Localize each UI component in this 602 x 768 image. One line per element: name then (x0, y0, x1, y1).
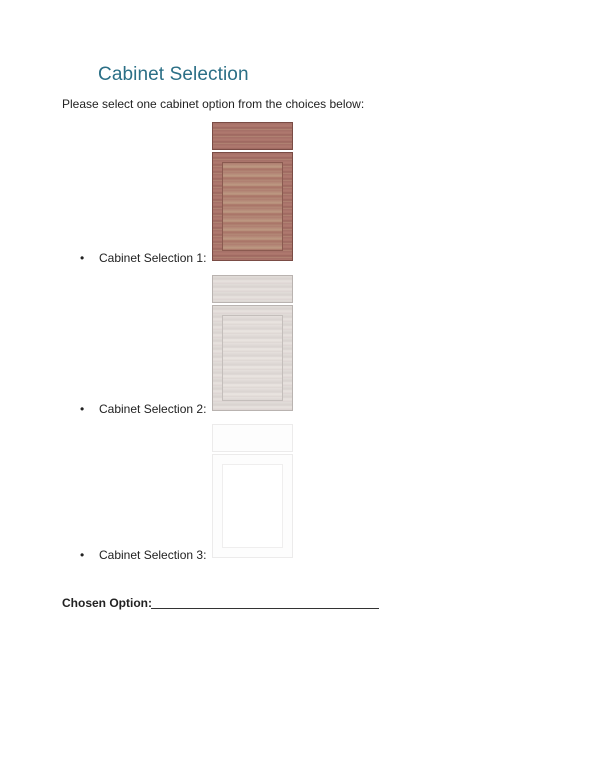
cabinet-door (212, 305, 293, 411)
chosen-option-input-line[interactable] (151, 608, 379, 609)
bullet-point: • (80, 548, 85, 562)
page-title: Cabinet Selection (98, 64, 249, 85)
cabinet-door-panel (222, 315, 283, 401)
cabinet-image-1[interactable] (212, 122, 293, 261)
option-label-2: Cabinet Selection 2: (99, 402, 207, 416)
cabinet-door (212, 454, 293, 558)
bullet-point: • (80, 251, 85, 265)
bullet-point: • (80, 402, 85, 416)
chosen-option-label: Chosen Option: (62, 596, 152, 610)
option-label-1: Cabinet Selection 1: (99, 251, 207, 265)
cabinet-drawer-front (212, 424, 293, 452)
cabinet-drawer-front (212, 122, 293, 150)
option-label-3: Cabinet Selection 3: (99, 548, 207, 562)
cabinet-image-3[interactable] (212, 424, 293, 558)
intro-text: Please select one cabinet option from the choices below: (62, 97, 365, 111)
cabinet-image-2[interactable] (212, 275, 293, 411)
cabinet-door-panel (222, 464, 283, 548)
cabinet-door-panel (222, 162, 283, 251)
cabinet-door (212, 152, 293, 261)
cabinet-drawer-front (212, 275, 293, 303)
